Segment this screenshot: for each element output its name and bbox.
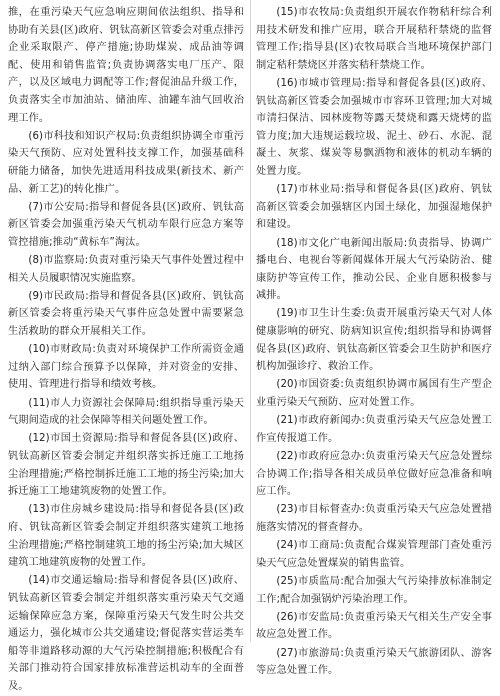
paragraph: (21)市政府新闻办:负责重污染天气应急处置工作宣传报道工作。 (256, 415, 492, 444)
paragraph: (20)市国资委:负责组织协调市属国有生产型企业重污染天气预防、应对处置工作。 (256, 379, 492, 409)
paragraph: (13)市住房城乡建设局:指导和督促各县(区)政府、钒钛高新区管委会制定并组织落实建筑工地扬尘治理措施;严格控制建筑工地的扬尘污染;加大城区建筑工地建筑废物的处置工作。 (8, 504, 244, 569)
paragraph: (24)市工商局:负责配合煤炭管理部门查处重污染天气应急处置煤炭的销售监管。 (256, 540, 492, 569)
paragraph: (26)市安监局:负责重污染天气相关生产安全事故应急处置工作。 (256, 611, 492, 641)
paragraph: (27)市旅游局:负责重污染天气旅游团队、游客等应急处置工作。 (256, 647, 492, 677)
column-divider (250, 0, 251, 642)
paragraph: (17)市林业局:指导和督促各县(区)政府、钒钛高新区管委会加强辖区内国土绿化，加强湿地保护和建设。 (256, 184, 492, 231)
paragraph: (19)市卫生计生委:负责开展重污染天气对人体健康影响的研究、防病知识宣传;组织指导和协调督促各县(区)政府、钒钛高新区管委会卫生防护和医疗机构加强诊疗、救治工作。 (256, 308, 492, 373)
paragraph: (22)市政府应急办:负责重污染天气应急处置综合协调工作;指导各相关成员单位做好应急准备和响应工作。 (256, 451, 492, 498)
paragraph: (7)市公安局:指导和督促各县(区)政府、钒钛高新区管委会加强重污染天气机动车限行应急方案等管控措施;推动“黄标车”淘汰。 (8, 201, 244, 248)
paragraph: (6)市科技和知识产权局:负责组织协调全市重污染天气预防、应对处置科技支撑工作，加强基础科研能力储备，加快先进适用科技成果(新技术、新产品、新工艺)的转化推广。 (8, 130, 244, 195)
left-column (8, 4, 244, 692)
paragraph: (15)市农牧局:负责组织开展农作物秸秆综合利用技术研发和推广应用，联合开展秸秆禁烧的监督管理工作;指导县(区)农牧局联合当地环境保护部门制定秸秆禁烧区并落实秸秆禁烧工作。 (256, 7, 492, 71)
paragraph: (10)市财政局:负责对环境保护工作所需资金通过纳入部门综合预算予以保障，并对资金的安排、使用、管理进行指导和绩效考核。 (8, 344, 244, 391)
paragraph: (25)市质监局:配合加强大气污染排放标准制定工作;配合加强锅炉污染治理工作。 (256, 575, 492, 605)
paragraph: 推，在重污染天气应急响应期间依法组织、指导和协助有关县(区)政府、钒钛高新区管委会对重点排污企业采取限产、停产措施;协助煤炭、成品油等调配、使用和销售监管;负责协调落实电厂压产、限产，以及区域电力调配等工作;督促油品升级工作，负责落实全市加油站、储油库、油罐车油气回收治理工作。 (8, 7, 244, 124)
paragraph: (11)市人力资源社会保障局:组织指导重污染天气期间造成的社会保障等相关问题处置工作。 (8, 397, 244, 427)
paragraph: (8)市监察局:负责对重污染天气事件处置过程中相关人员履职情况实施监察。 (8, 255, 244, 284)
paragraph: (14)市交通运输局:指导和督促各县(区)政府、钒钛高新区管委会制定并组织落实重污染天气交通运输保障应急方案，保障重污染天气发生时公共交通运力，强化城市公共交通建设;督促落实营运类车船等非道路移动源的大气污染控制措施;积极配合有关部门推动符合国家排放标准营运机动车的全面普及。 (8, 575, 244, 692)
paragraph: (16)市城市管理局:指导和督促各县(区)政府、钒钛高新区管委会加强城市市容环卫管理;加大对城市清扫保洁、园林废物等露天焚烧和露天烧烤的监管力度;加大违规运载垃圾、泥土、砂石、水泥、混凝土、灰浆、煤炭等易飘洒物和液体的机动车辆的处置力度。 (256, 77, 492, 177)
paragraph: (18)市文化广电新闻出版局:负责指导、协调广播电台、电视台等新闻媒体开展大气污染防治、健康防护等宣传工作，推动公民、企业自愿积极参与减排。 (256, 237, 492, 302)
paragraph: (9)市民政局:指导和督促各县(区)政府、钒钛高新区管委会将重污染天气事件应急处置中需要紧急生活救助的群众开展相关工作。 (8, 290, 244, 338)
paragraph: (23)市目标督查办:负责重污染天气应急处置措施落实情况的督查督办。 (256, 504, 492, 533)
paragraph: (12)市国土资源局:指导和督促各县(区)政府、钒钛高新区管委会制定并组织落实拆迁施工工地扬尘治理措施;严格控制拆迁施工工地的扬尘污染;加大拆迁施工工地建筑废物的处置工作。 (8, 433, 244, 498)
right-column (256, 4, 492, 677)
